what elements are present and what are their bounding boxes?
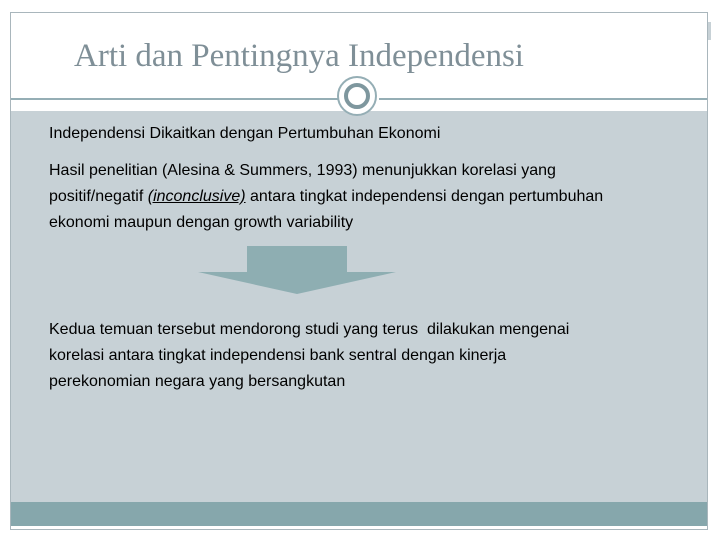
paragraph-conclusion-line-1: Kedua temuan tersebut mendorong studi yang terus dilakukan mengenai	[49, 321, 570, 338]
slide-title: Arti dan Pentingnya Independensi	[74, 38, 524, 74]
paragraph-findings-line-1: Hasil penelitian (Alesina & Summers, 1993) menunjukkan korelasi yang	[49, 162, 556, 179]
ring-ornament-icon	[337, 76, 377, 116]
title-rule-left	[11, 98, 341, 100]
paragraph-findings-line-2	[49, 184, 603, 210]
paragraph-conclusion-line-2: korelasi antara tingkat independensi bank sentral dengan kinerja	[49, 347, 507, 364]
edge-mark	[708, 22, 711, 40]
paragraph-findings-line-3: ekonomi maupun dengan growth variability	[49, 214, 354, 231]
title-rule-right	[379, 98, 707, 100]
section-heading: Independensi Dikaitkan dengan Pertumbuhan Ekonomi	[49, 125, 441, 142]
paragraph-findings	[49, 158, 603, 236]
footer-bar	[11, 502, 707, 526]
line-2-text-before: positif/negatif	[49, 188, 148, 205]
paragraph-conclusion-line-3: perekonomian negara yang bersangkutan	[49, 373, 346, 390]
inconclusive-emphasis: (inconclusive)	[147, 188, 246, 205]
ring-ornament-inner	[344, 83, 370, 109]
line-2-text-after: antara tingkat independensi dengan pertumbuhan	[245, 188, 604, 205]
paragraph-conclusion	[49, 317, 569, 395]
down-arrow-icon	[198, 246, 396, 294]
